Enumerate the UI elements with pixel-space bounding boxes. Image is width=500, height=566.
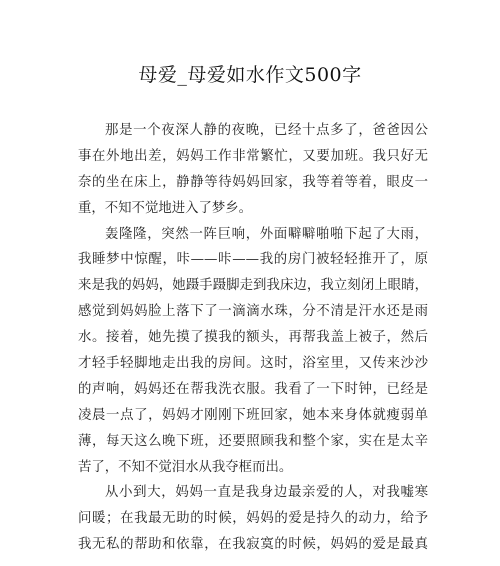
text-line: 的声响，妈妈还在帮我洗衣服。我看了一下时钟，已经是 — [78, 381, 428, 397]
text-line: 从小到大，妈妈一直是我身边最亲爱的人，对我嘘寒 — [105, 485, 428, 501]
article-body — [78, 118, 428, 558]
text-line: 重，不知不觉地进入了梦乡。 — [78, 200, 253, 216]
text-line: 苦了，不知不觉泪水从我夺框而出。 — [78, 459, 293, 475]
text-line: 薄，每天这么晚下班，还要照顾我和整个家，实在是太辛 — [78, 433, 428, 449]
text-line: 奈的坐在床上，静静等待妈妈回家，我等着等着，眼皮一 — [78, 174, 428, 190]
paragraph — [78, 222, 428, 481]
paragraph — [78, 118, 428, 222]
text-line: 我无私的帮助和依靠，在我寂寞的时候，妈妈的爱是最真 — [78, 537, 428, 553]
text-line: 感觉到妈妈脸上落下了一滴滴水珠，分不清是汗水还是雨 — [78, 304, 428, 320]
article-title: 母爱_母爱如水作文500字 — [138, 64, 362, 86]
text-line: 来是我的妈妈，她蹑手蹑脚走到我床边，我立刻闭上眼睛， — [78, 278, 428, 294]
text-line: 问暖；在我最无助的时候，妈妈的爱是持久的动力，给予 — [78, 511, 428, 527]
text-line: 凌晨一点了，妈妈才刚刚下班回家，她本来身体就瘦弱单 — [78, 407, 428, 423]
text-line: 水。接着，她先摸了摸我的额头，再帮我盖上被子，然后 — [78, 330, 428, 346]
text-line: 那是一个夜深人静的夜晚，已经十点多了，爸爸因公 — [105, 123, 428, 138]
text-line: 才轻手轻脚地走出我的房间。这时，浴室里，又传来沙沙 — [78, 356, 428, 372]
paragraph — [78, 480, 428, 558]
text-line: 轰隆隆，突然一阵巨响，外面噼噼啪啪下起了大雨， — [105, 226, 428, 242]
text-line: 事在外地出差，妈妈工作非常繁忙，又要加班。我只好无 — [78, 148, 428, 164]
text-line: 我睡梦中惊醒，咔——咔——我的房门被轻轻推开了，原 — [78, 252, 428, 268]
